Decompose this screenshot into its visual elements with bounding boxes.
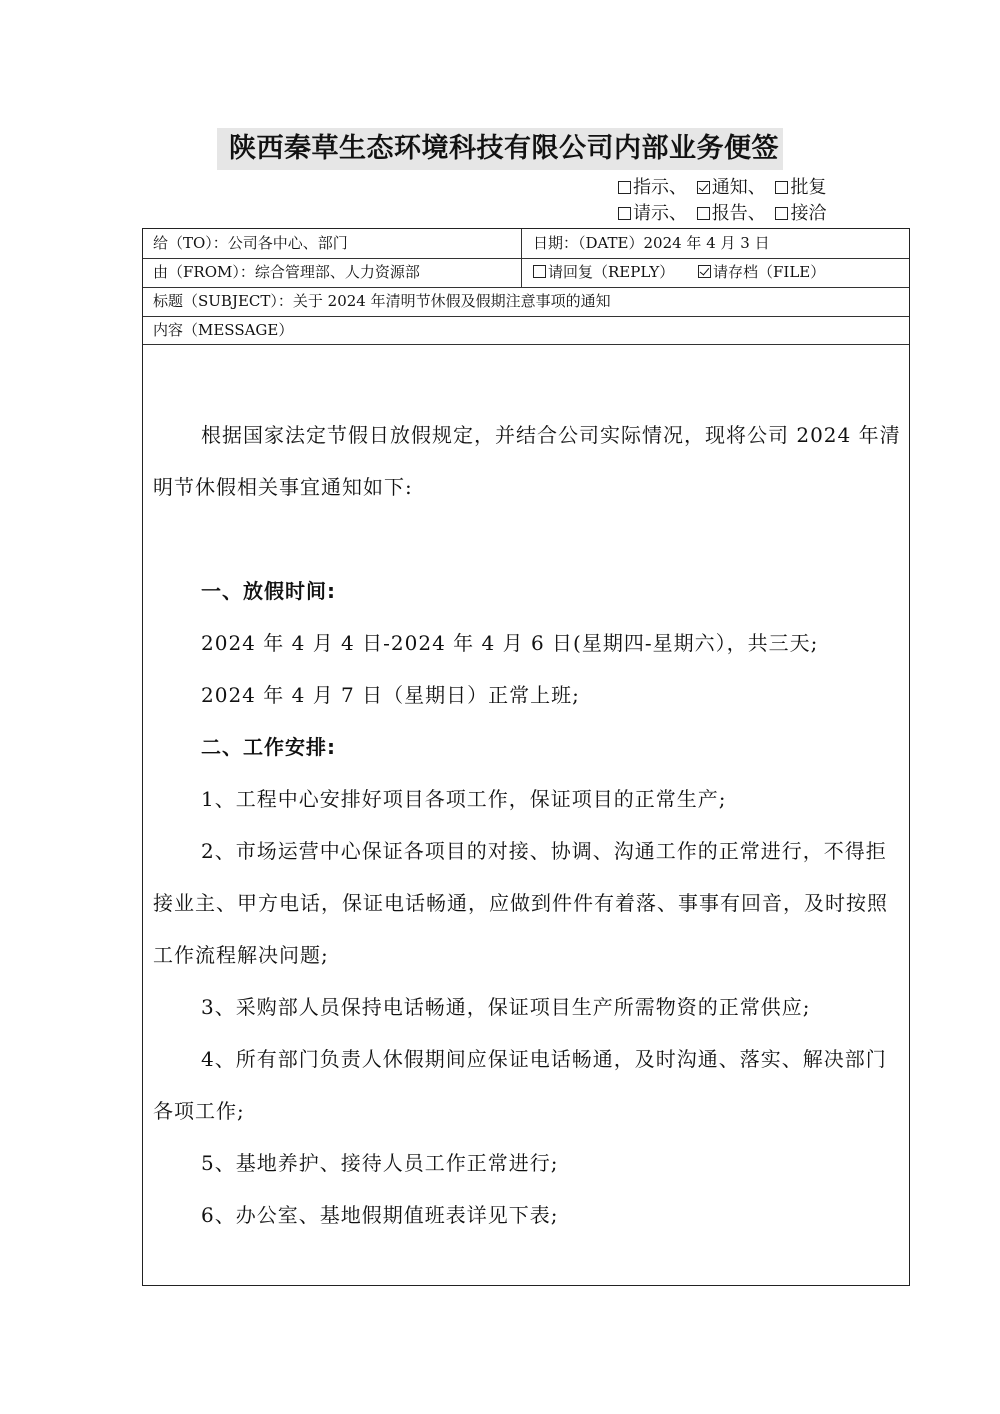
memo-form: [142, 228, 910, 1286]
memo-type-row-1: [618, 175, 826, 201]
checkbox-icon[interactable]: [618, 181, 631, 194]
subject-row: [143, 287, 909, 317]
holiday-period: 2024 年 4 月 4 日-2024 年 4 月 6 日(星期四-星期六），共三天;: [201, 631, 819, 655]
date-field: 日期：（DATE）2024 年 4 月 3 日: [533, 234, 770, 252]
checked-checkbox-icon[interactable]: [697, 181, 710, 194]
work-item: 4、所有部门负责人休假期间应保证电话畅通，及时沟通、落实、解决部门各项工作;: [153, 1047, 887, 1123]
return-to-work: 2024 年 4 月 7 日（星期日）正常上班;: [201, 683, 580, 707]
work-item: 2、市场运营中心保证各项目的对接、协调、沟通工作的正常进行，不得拒接业主、甲方电话，保证电话畅通，应做到件件有着落、事事有回音，及时按照工作流程解决问题;: [153, 839, 888, 967]
checkbox-icon[interactable]: [697, 207, 710, 220]
from-field: 由（FROM）：综合管理部、人力资源部: [153, 263, 420, 281]
to-date-row: [143, 229, 909, 259]
title-wrap: [0, 128, 1000, 170]
section-heading: 一、放假时间:: [201, 579, 336, 603]
message-label-row: [143, 316, 909, 345]
option-contact[interactable]: 接洽: [775, 203, 826, 224]
reply-option[interactable]: 请回复（REPLY）: [523, 258, 674, 286]
option-instruct[interactable]: 指示、: [618, 177, 691, 198]
option-report[interactable]: 报告、: [697, 203, 770, 224]
intro-paragraph: 根据国家法定节假日放假规定，并结合公司实际情况，现将公司 2024 年清明节休假相关事宜通知如下:: [153, 423, 901, 499]
checkbox-icon[interactable]: [533, 265, 546, 278]
work-item: 1、工程中心安排好项目各项工作，保证项目的正常生产;: [201, 787, 727, 811]
document-title: 陕西秦草生态环境科技有限公司内部业务便签: [217, 128, 783, 170]
section-heading: 二、工作安排:: [201, 735, 336, 759]
memo-type-options: [618, 175, 826, 227]
option-request[interactable]: 请示、: [618, 203, 691, 224]
to-field: 给（TO）：公司各中心、部门: [153, 234, 348, 252]
checkbox-icon[interactable]: [775, 207, 788, 220]
file-option[interactable]: 请存档（FILE）: [688, 258, 825, 286]
option-approve[interactable]: 批复: [775, 177, 826, 198]
work-item: 3、采购部人员保持电话畅通，保证项目生产所需物资的正常供应;: [201, 995, 811, 1019]
checkbox-icon[interactable]: [618, 207, 631, 220]
option-notice[interactable]: 通知、: [697, 177, 770, 198]
message-body: [153, 409, 901, 1241]
work-item: 6、办公室、基地假期值班表详见下表;: [201, 1203, 559, 1227]
checked-checkbox-icon[interactable]: [698, 265, 711, 278]
work-item: 5、基地养护、接待人员工作正常进行;: [201, 1151, 559, 1175]
memo-type-row-2: [618, 201, 826, 227]
from-options-row: [143, 258, 909, 288]
subject-field: 标题（SUBJECT）：关于 2024 年清明节休假及假期注意事项的通知: [153, 292, 611, 310]
checkbox-icon[interactable]: [775, 181, 788, 194]
message-label: 内容（MESSAGE）: [153, 321, 294, 339]
